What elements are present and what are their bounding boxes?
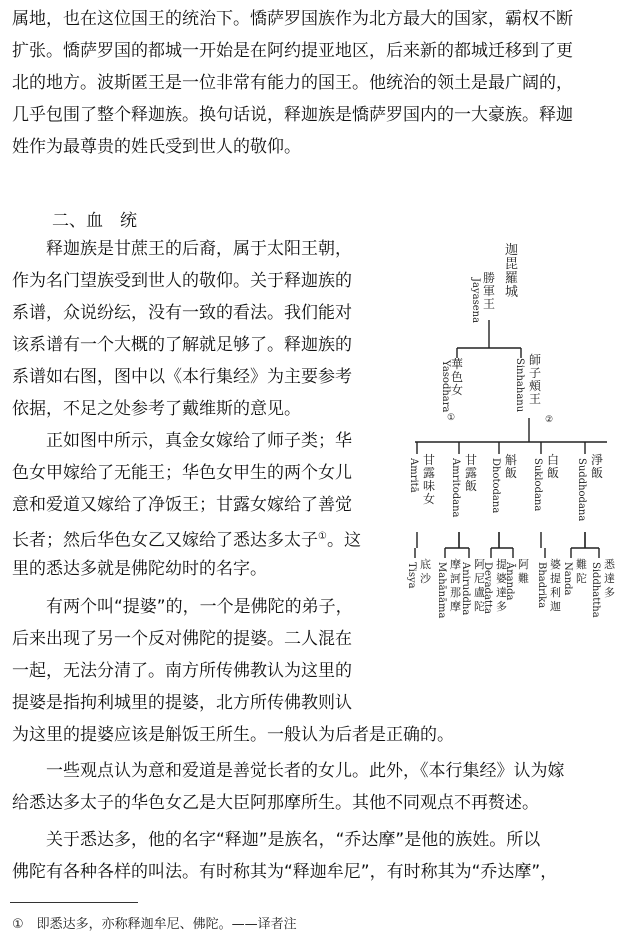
text-line: 几乎包围了整个释迦族。换句话说，释迦族是憍萨罗国内的一大豪族。释迦 — [12, 105, 573, 125]
tree-king-label: 軍 — [483, 284, 496, 298]
footnote-ref: ① — [318, 531, 327, 542]
tree-descendant-romanized: Nanda — [562, 562, 573, 596]
text-span: 长者；然后华色女乙又嫁给了悉达多太子 — [12, 530, 318, 551]
tree-descendant-label: 摩 — [450, 600, 461, 613]
tree-descendant-label: 婆 — [496, 572, 507, 585]
tree-root-label: 迦 — [505, 243, 519, 258]
tree-child-romanized: Amritodana — [450, 458, 461, 518]
tree-descendant-label: 婆 — [550, 558, 561, 571]
tree-descendant-label: 達 — [604, 572, 615, 585]
tree-descendant-label: 難 — [576, 558, 587, 571]
tree-daughter-label: 色 — [451, 370, 464, 384]
text-line: 里的悉达多就是佛陀幼时的名字。 — [12, 559, 267, 579]
tree-king-romanized: Jayasena — [470, 278, 481, 324]
text-span: 。这 — [326, 530, 361, 551]
tree-descendant-label: 迦 — [550, 600, 561, 613]
section-heading: 二、血 统 — [52, 211, 137, 231]
tree-descendant-label: 訶 — [450, 572, 461, 585]
tree-descendant-romanized: Bhadrika — [536, 562, 547, 609]
tree-descendant-label: 達 — [496, 586, 507, 599]
text-line — [12, 526, 361, 552]
tree-child-label: 味 — [423, 479, 436, 493]
tree-child-label: 露 — [465, 466, 478, 480]
text-line: 为这里的提婆应该是斛饭王所生。一般认为后者是正确的。 — [12, 725, 454, 745]
tree-descendant-label: 阿 — [474, 558, 485, 571]
text-line: 扩张。憍萨罗国的都城一开始是在阿约提亚地区，后来新的都城迁移到了更 — [12, 41, 573, 61]
text-line: 释迦族是甘蔗王的后裔，属于太阳王朝， — [12, 239, 352, 259]
text-line: 关于悉达多，他的名字“释迦”是族名，“乔达摩”是他的族姓。所以 — [12, 830, 541, 850]
tree-descendant-label: 陀 — [576, 572, 587, 585]
tree-descendant-label: 悉 — [604, 558, 615, 571]
tree-mark: ② — [545, 415, 554, 425]
tree-descendant-romanized: Mahānāma — [436, 562, 447, 619]
tree-descendant-label: 那 — [450, 586, 461, 599]
genealogy-tree — [395, 232, 630, 712]
text-line: 系谱，众说纷纭，没有一致的看法。我们能对 — [12, 303, 352, 323]
text-line: 一些观点认为意和爱道是善觉长者的女儿。此外，《本行集经》认为嫁 — [12, 761, 565, 781]
tree-child-romanized: Amritā — [408, 458, 419, 493]
tree-mark: ① — [447, 413, 456, 423]
tree-child-romanized: Dhotodana — [490, 458, 501, 514]
tree-descendant-label: 難 — [518, 572, 529, 585]
tree-root-label: 羅 — [505, 271, 519, 286]
tree-descendant-label: 陀 — [474, 600, 485, 613]
tree-descendant-label: 底 — [420, 558, 431, 571]
tree-child-label: 甘 — [423, 453, 436, 467]
tree-descendant-romanized: Devadatta — [482, 562, 493, 614]
tree-king-label: 勝 — [483, 271, 496, 285]
tree-child-label: 白 — [547, 453, 560, 467]
footnote: ① 即悉达多，亦称释迦牟尼、佛陀。——译者注 — [12, 917, 297, 932]
tree-descendant-label: 提 — [496, 558, 507, 571]
text-line: 正如图中所示，真金女嫁给了师子类；华 — [12, 431, 352, 451]
tree-child-label: 女 — [423, 492, 436, 506]
text-line: 依据，不足之处参考了戴维斯的意见。 — [12, 399, 301, 419]
tree-root-label: 城 — [505, 285, 519, 300]
tree-child-romanized: Suklodana — [532, 458, 543, 512]
tree-descendant-label: 沙 — [420, 572, 431, 585]
tree-descendant-label: 多 — [496, 600, 507, 613]
text-line: 色女甲嫁给了无能王；华色女甲生的两个女儿 — [12, 463, 352, 483]
tree-daughter-label: 華 — [451, 357, 464, 371]
footnote-rule — [10, 902, 138, 903]
tree-root-label: 毘 — [505, 257, 519, 272]
text-line: 给悉达多太子的华色女乙是大臣阿那摩所生。其他不同观点不再赘述。 — [12, 793, 539, 813]
tree-daughter-label: 女 — [451, 383, 464, 397]
text-line: 属地，也在这位国王的统治下。憍萨罗国族作为北方最大的国家，霸权不断 — [12, 9, 573, 29]
tree-descendant-romanized: Siddhattha — [590, 562, 601, 618]
tree-son-romanized: Sinhahanu — [514, 358, 525, 413]
tree-descendant-label: 提 — [550, 572, 561, 585]
tree-descendant-romanized: Aniruddha — [460, 562, 471, 616]
tree-son-label: 頰 — [529, 379, 542, 393]
tree-king-label: 王 — [483, 297, 496, 311]
tree-child-label: 飯 — [505, 466, 518, 480]
text-line: 有两个叫“提婆”的，一个是佛陀的弟子， — [12, 597, 353, 617]
text-line: 提婆是指拘利城里的提婆，北方所传佛教则认 — [12, 693, 352, 713]
tree-descendant-label: 多 — [604, 586, 615, 599]
tree-descendant-romanized: Ānanda — [504, 562, 515, 601]
text-line: 佛陀有各种各样的叫法。有时称其为“释迦牟尼”，有时称其为“乔达摩”， — [12, 862, 558, 882]
tree-descendant-label: 盧 — [474, 586, 485, 599]
tree-daughter-romanized: Yasodhara — [440, 360, 451, 413]
tree-descendant-label: 尼 — [474, 572, 485, 585]
tree-descendant-label: 摩 — [450, 558, 461, 571]
text-line: 意和爱道又嫁给了净饭王；甘露女嫁给了善觉 — [12, 495, 352, 515]
tree-son-label: 子 — [529, 366, 542, 380]
text-line: 一起，无法分清了。南方所传佛教认为这里的 — [12, 661, 352, 681]
tree-child-label: 飯 — [591, 466, 604, 480]
tree-child-label: 露 — [423, 466, 436, 480]
tree-son-label: 王 — [529, 392, 542, 406]
tree-child-label: 淨 — [591, 453, 604, 467]
tree-child-label: 飯 — [465, 479, 478, 493]
tree-child-romanized: Suddhodana — [576, 458, 587, 522]
text-line: 北的地方。波斯匿王是一位非常有能力的国王。他统治的领土是最广阔的， — [12, 73, 573, 93]
tree-descendant-label: 阿 — [518, 558, 529, 571]
tree-descendant-romanized: Tisya — [406, 562, 417, 589]
tree-son-label: 師 — [529, 353, 542, 367]
tree-child-label: 斛 — [505, 453, 518, 467]
tree-descendant-label: 利 — [550, 586, 561, 599]
text-line: 系谱如右图，图中以《本行集经》为主要参考 — [12, 367, 352, 387]
tree-child-label: 甘 — [465, 453, 478, 467]
tree-child-label: 飯 — [547, 466, 560, 480]
text-line: 该系谱有一个大概的了解就足够了。释迦族的 — [12, 335, 352, 355]
text-line: 后来出现了另一个反对佛陀的提婆。二人混在 — [12, 629, 352, 649]
text-line: 作为名门望族受到世人的敬仰。关于释迦族的 — [12, 271, 352, 291]
text-line: 姓作为最尊贵的姓氏受到世人的敬仰。 — [12, 137, 301, 157]
